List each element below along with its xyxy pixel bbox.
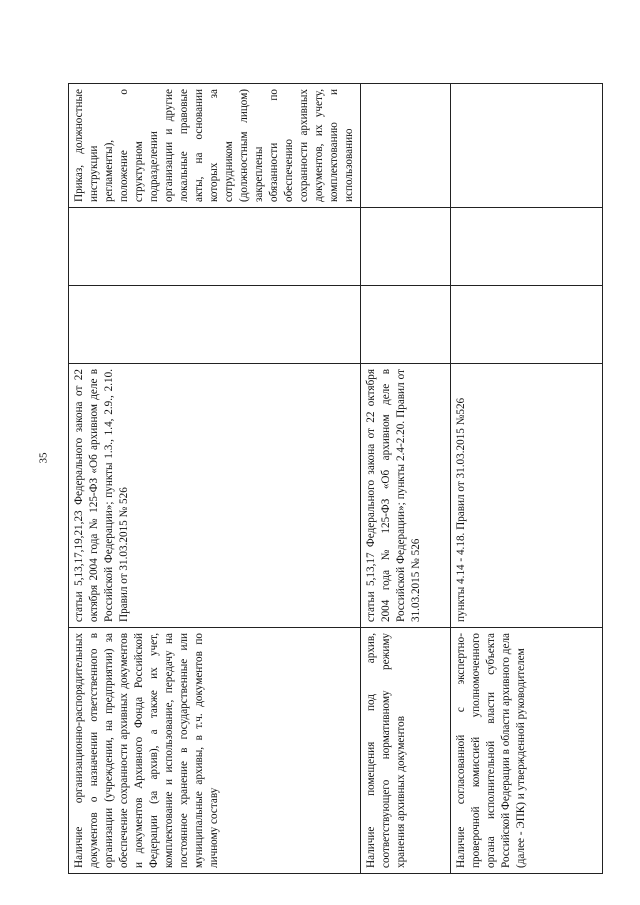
empty-cell — [69, 208, 361, 286]
legal-basis-cell: пункты 4.14 - 4.18. Правил от 31.03.2015 №526 — [451, 364, 603, 628]
page-number: 35 — [37, 452, 50, 464]
empty-cell — [451, 208, 603, 286]
requirement-cell: Наличие помещения под архив, соответствующего нормативному режиму хранения архивных документов — [361, 628, 451, 874]
empty-cell — [361, 286, 451, 364]
requirement-cell: Наличие организационно-распорядительных документов о назначении ответственного в организации (учреждении, на предприятии) за обеспечение сохранности архивных документов и документов Архивного Фонда Российской Федерации (за архив), а также их учет, комплектование и использование, передачу на постоянное хранение в государственные или муниципальные архивы, в т.ч. документов по личному составу — [69, 628, 361, 874]
empty-cell — [69, 286, 361, 364]
table-row — [361, 84, 451, 874]
empty-cell — [361, 208, 451, 286]
documents-cell: Приказ, должностные инструкции регламенты), положение о структурном подразделении организации и другие локальные правовые акты, на основании которых за сотрудником (должностным лицом) закреплены обязанности по обеспечению сохранности архивных документов, их учету, комплектованию и использованию — [69, 84, 361, 208]
requirement-cell: Наличие согласованной с экспертно-проверочной комиссией уполномоченного органа исполнительной власти субъекта Российской Федерации в области архивного дела (далее - ЭПК) и утвержденной руководителем — [451, 628, 603, 874]
table-row — [451, 84, 603, 874]
legal-basis-cell: статьи 5,13,17 Федерального закона от 22 октября 2004 года № 125-ФЗ «Об архивном деле в Российской Федерации»; пункты 2.4-2.20. Правил от 31.03.2015 № 526 — [361, 364, 451, 628]
legal-basis-cell: статьи 5,13,17,19,21,23 Федерального закона от 22 октября 2004 года № 125-ФЗ «Об архивном деле в Российской Федерации»; пункты 1.3., 1.4, 2.9., 2.10. Правил от 31.03.2015 № 526 — [69, 364, 361, 628]
documents-cell — [361, 84, 451, 208]
rotated-content — [68, 84, 574, 874]
compliance-table — [68, 83, 603, 874]
empty-cell — [451, 286, 603, 364]
table-row — [69, 84, 361, 874]
rotated-page — [68, 84, 574, 874]
documents-cell — [451, 84, 603, 208]
